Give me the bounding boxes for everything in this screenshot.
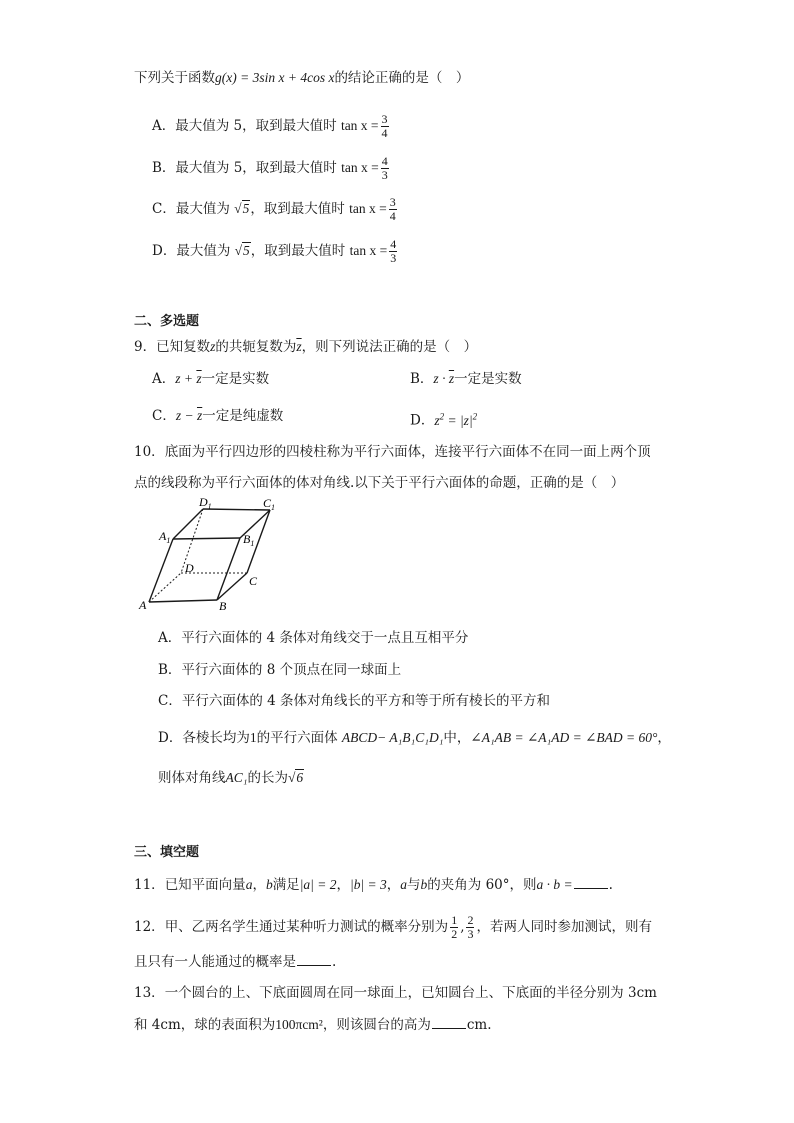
label-D: D: [185, 561, 194, 575]
question-number: 11．: [134, 877, 165, 893]
q9-option-d: [410, 406, 477, 431]
option-text: 平行六面体的 8 个顶点在同一球面上: [181, 662, 402, 678]
abs-a: |a| = 2: [299, 877, 337, 892]
tan-expr: tan x =: [340, 118, 379, 133]
denominator: 3: [381, 168, 388, 182]
label-A: A: [139, 598, 147, 612]
stem-text: 底面为平行四边形的四棱柱称为平行六面体，连接平行六面体不在同一面上两个顶: [164, 444, 651, 460]
q13-stem-line1: [134, 983, 657, 1003]
denominator: 2: [451, 927, 458, 941]
label-B1: $B_1$: [243, 532, 255, 548]
question-number: 10．: [134, 444, 165, 460]
q8-stem: [134, 68, 469, 88]
q10-option-c: [158, 691, 550, 711]
edge-A1B1: [173, 538, 240, 539]
var-z: z: [433, 371, 439, 386]
option-label: A．: [158, 630, 182, 646]
var-z-conjugate: $\overline{z}$: [196, 371, 202, 386]
fraction: [381, 113, 389, 140]
q10-option-d: [158, 728, 671, 748]
option-text: ，: [657, 730, 671, 746]
q9-stem: [134, 337, 477, 357]
q12-stem-line1: 12．甲、乙两名学生通过某种听力测试的概率分别为 $\frac{1}{2}$ , $\frac{2}{3}$ ，若两人同时参加测试，则有: [134, 913, 652, 941]
stem-text: 和 4cm，球的表面积为: [134, 1017, 276, 1033]
option-text: 则体对角线: [158, 770, 226, 786]
option-text: 平行六面体的 4 条体对角线交于一点且互相平分: [181, 630, 469, 646]
fraction: [381, 155, 389, 182]
q10-option-d-line2: [158, 768, 304, 788]
sqrt-expr: √5: [234, 243, 250, 258]
option-text: 的长为: [247, 770, 288, 786]
stem-text: 已知平面向量: [164, 877, 246, 893]
label-B: B: [219, 599, 227, 613]
stem-text: .: [332, 954, 337, 970]
option-text: 最大值为 5，取到最大值时: [175, 118, 337, 134]
stem-text: .: [608, 877, 613, 893]
math-expr: $z - \overline{z}$: [175, 408, 203, 423]
stem-text: 一个圆台的上、下底面圆周在同一球面上，已知圆台上、下底面的半径分别为 3cm: [164, 985, 657, 1001]
numerator: 1: [451, 913, 458, 927]
option-text: 各棱长均为: [182, 730, 250, 746]
var-z: z: [210, 339, 216, 354]
numerator: 2: [467, 913, 474, 927]
option-label: C．: [158, 693, 182, 709]
option-label: D．: [158, 730, 183, 746]
option-label: D．: [410, 412, 435, 429]
q8-option-d: [152, 238, 399, 265]
fraction: [466, 914, 474, 941]
tan-expr: tan x =: [349, 243, 388, 258]
q8-option-c: [152, 196, 399, 223]
denominator: 3: [467, 927, 474, 941]
var-z: z: [463, 412, 469, 428]
stem-text: 甲、乙两名学生通过某种听力测试的概率分别为: [164, 919, 449, 935]
math-one: 1: [249, 730, 257, 745]
edge-BB1: [217, 538, 240, 600]
fraction: [389, 196, 397, 223]
numerator: 4: [381, 154, 388, 168]
stem-text: 且只有一人能通过的概率是: [134, 954, 296, 970]
var-z: z: [175, 371, 181, 386]
option-label: A．: [152, 118, 176, 134]
option-text: 的平行六面体: [256, 730, 338, 746]
q8-option-b: [152, 155, 391, 182]
q13-stem-line2: [134, 1014, 492, 1035]
fraction: [450, 914, 458, 941]
q8-option-a: [152, 113, 391, 140]
q10-option-b: [158, 660, 401, 680]
option-label: B．: [152, 160, 176, 176]
vector-a: a: [400, 877, 408, 892]
label-C1: $C_1$: [263, 496, 276, 512]
stem-text: ，则该圆台的高为: [322, 1017, 431, 1033]
option-text: 一定是纯虚数: [202, 408, 284, 424]
edge-AA1: [149, 539, 173, 602]
sqrt-expr: √6: [287, 770, 304, 785]
q10-stem-line1: [134, 442, 651, 462]
option-label: D．: [152, 243, 177, 259]
sphere-area: 100πcm²: [275, 1017, 323, 1032]
q9-option-a: [152, 369, 269, 389]
math-expr: $z \cdot \overline{z}$: [433, 371, 455, 386]
section-title-multiple-choice: 二、多选题: [134, 314, 200, 329]
edge-AB: [149, 600, 217, 602]
q8-stem-post: 的结论正确的是（ ）: [334, 70, 470, 86]
numerator: 4: [390, 237, 397, 251]
q9-option-b: [410, 369, 522, 389]
vector-b: b: [265, 877, 273, 892]
q8-stem-pre: 下列关于函数: [134, 70, 215, 86]
option-label: A．: [152, 371, 176, 387]
q8-function: g(x) = 3sin x + 4cos x: [215, 70, 335, 85]
abs-b: |b| = 3: [349, 877, 387, 892]
stem-text: ，: [336, 877, 350, 893]
var-z-conjugate: $\overline{z}$: [196, 408, 203, 423]
label-D1: $D_1$: [199, 496, 212, 511]
option-text: 一定是实数: [454, 371, 522, 387]
tan-expr: tan x =: [341, 160, 379, 175]
q12-stem-line2: [134, 951, 336, 972]
option-text: 一定是实数: [201, 371, 270, 387]
var-z: z: [434, 412, 440, 428]
radicand: 5: [243, 243, 250, 258]
denominator: 4: [389, 209, 396, 223]
fraction: [389, 238, 397, 265]
edge-A1D1: [173, 509, 203, 539]
answer-blank[interactable]: [297, 951, 331, 966]
stem-text: ，若两人同时参加测试，则有: [476, 919, 652, 935]
stem-text: cm.: [466, 1017, 492, 1033]
option-label: C．: [152, 201, 176, 217]
segment-AC1: AC₁: [225, 770, 248, 785]
option-text: 最大值为: [175, 201, 230, 217]
q9-option-c: [152, 406, 283, 426]
question-number: 13．: [134, 985, 165, 1001]
stem-text: ，: [386, 877, 401, 893]
vector-a: a: [245, 877, 253, 892]
sqrt-expr: √5: [234, 201, 250, 216]
stem-text: 已知复数: [156, 339, 211, 355]
question-number: 12．: [134, 919, 165, 935]
var-z-conjugate: $\overline{z}$: [296, 339, 302, 354]
vector-b: b: [420, 877, 428, 892]
solid-name: ABCD− A₁B₁C₁D₁: [341, 730, 444, 745]
radicand: 5: [242, 201, 250, 216]
tan-expr: tan x =: [349, 201, 387, 216]
stem-text: 的共轭复数为: [215, 339, 297, 355]
angle-condition: ∠A₁AB = ∠A₁AD = ∠BAD = 60°: [470, 730, 658, 745]
label-C: C: [249, 574, 258, 588]
option-text: 中，: [443, 730, 471, 746]
answer-blank[interactable]: [432, 1014, 466, 1029]
var-z-conjugate: $\overline{z}$: [448, 371, 455, 386]
denominator: 3: [390, 251, 397, 265]
parallelepiped-figure: [137, 496, 277, 614]
answer-blank[interactable]: [574, 874, 608, 889]
option-label: B．: [410, 371, 434, 387]
option-text: ，取到最大值时: [250, 243, 346, 259]
q10-stem-line2: 点的线段称为平行六面体的体对角线.以下关于平行六面体的命题，正确的是（ ）: [134, 475, 625, 491]
stem-text: 的夹角为 60°，则: [427, 877, 537, 893]
stem-text: 与: [407, 877, 421, 893]
option-text: 最大值为 5，取到最大值时: [175, 160, 337, 176]
var-z: z: [175, 408, 182, 423]
label-A1: $A_1$: [159, 529, 171, 545]
option-text: ，取到最大值时: [250, 201, 345, 217]
stem-text: ，则下列说法正确的是（ ）: [301, 339, 478, 355]
q11-stem: [134, 874, 613, 895]
section-title-fill-in: 三、填空题: [134, 845, 200, 860]
question-number: 9．: [134, 339, 157, 355]
dot-product: a · b =: [536, 877, 573, 892]
stem-text: 满足: [272, 877, 300, 893]
option-text: 最大值为: [176, 243, 231, 259]
stem-text: ，: [252, 877, 266, 893]
edge-D1C1: [203, 509, 270, 510]
denominator: 4: [381, 126, 388, 140]
option-text: 平行六面体的 4 条体对角线长的平方和等于所有棱长的平方和: [181, 693, 551, 709]
option-label: B．: [158, 662, 182, 678]
numerator: 3: [381, 112, 388, 126]
math-expr: $z^2 = |z|^2$: [434, 411, 478, 428]
numerator: 3: [389, 195, 396, 209]
math-expr: $z + \overline{z}$: [175, 371, 202, 386]
q10-option-a: [158, 628, 468, 648]
option-label: C．: [152, 408, 176, 424]
radicand: 6: [296, 770, 304, 785]
